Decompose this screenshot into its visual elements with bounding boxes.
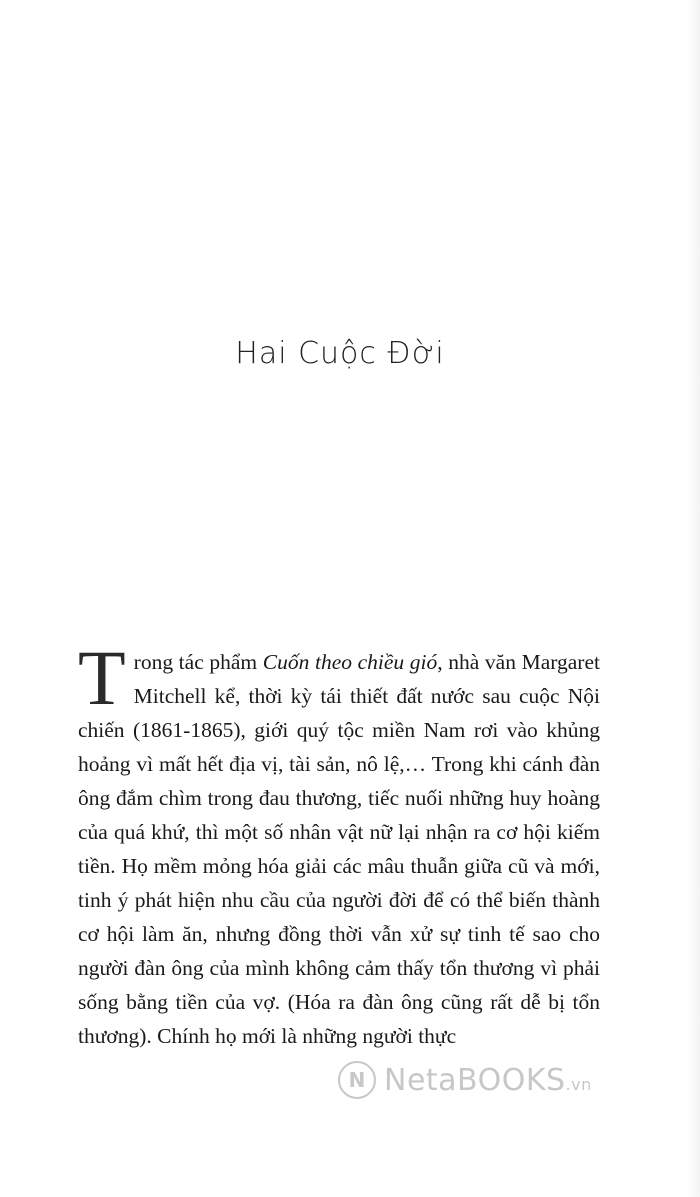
body-text-part-2: , nhà văn Margaret Mitchell kể, thời kỳ tái thiết đất nước sau cuộc Nội chiến (1861-1865), giới quý tộc miền Nam rơi vào khủng hoảng vì mất hết địa vị, tài sản, nô lệ,… Trong khi cánh đàn ông đắm chìm trong đau thương, tiếc nuối những huy hoàng của quá khứ, thì một số nhân vật nữ lại nhận ra cơ hội kiếm tiền. Họ mềm mỏng hóa giải các mâu thuẫn giữa cũ và mới, tinh ý phát hiện nhu cầu của người đời để có thể biến thành cơ hội làm ăn, nhưng đồng thời vẫn xử sự tinh tế sao cho người đàn ông của mình không cảm thấy tổn thương vì phải sống bằng tiền của vợ. (Hóa ra đàn ông cũng rất dễ bị tổn thương). Chính họ mới là những người thực: [78, 650, 600, 1048]
watermark-text: [384, 1063, 592, 1098]
body-paragraph: [78, 634, 600, 1053]
chapter-title: Hai Cuộc Đời: [235, 336, 445, 371]
watermark: [338, 1058, 592, 1102]
body-text-part-1: rong tác phẩm: [133, 650, 263, 674]
drop-cap: T: [78, 634, 126, 721]
book-title-italic: Cuốn theo chiều gió: [262, 650, 438, 674]
watermark-logo-icon: N: [338, 1061, 376, 1099]
page-edge: [686, 0, 700, 1197]
watermark-tld: .vn: [565, 1074, 592, 1094]
watermark-brand: NetaBOOKS: [384, 1062, 566, 1098]
